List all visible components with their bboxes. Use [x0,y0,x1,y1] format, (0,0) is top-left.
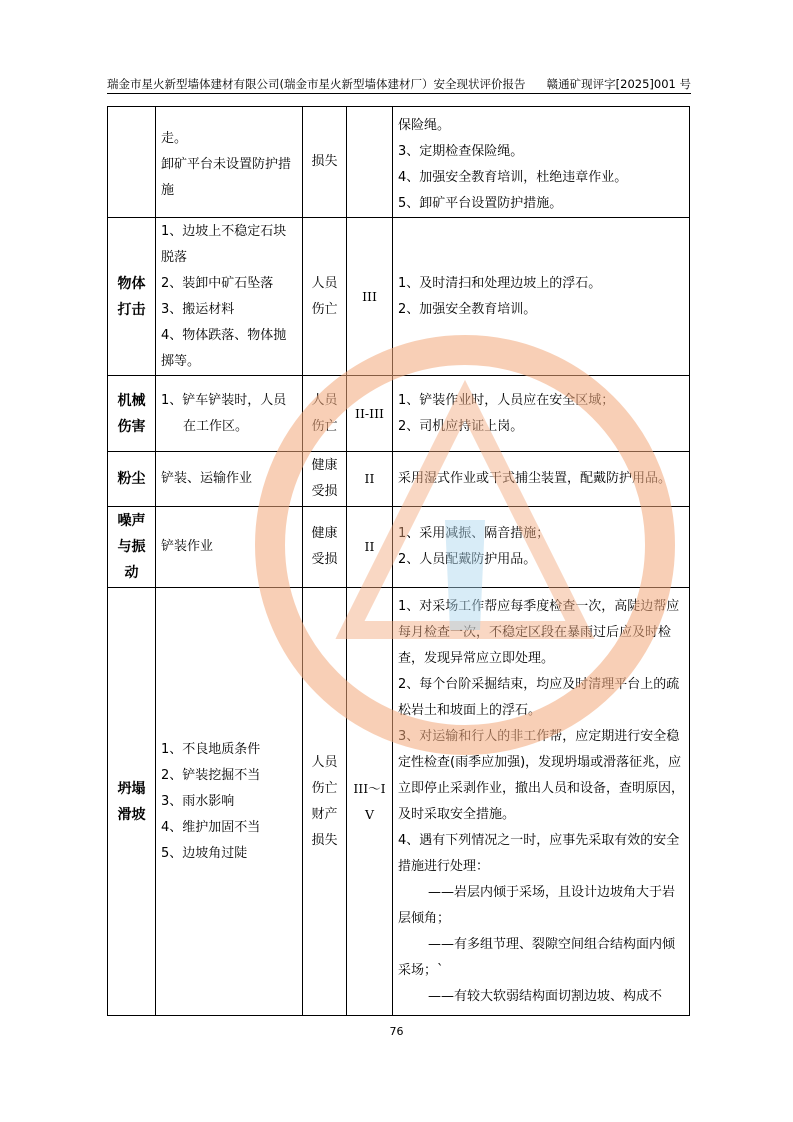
risk-level: III [347,218,393,376]
measure-item: 2、每个台阶采掘结束，均应及时清理平台上的疏松岩土和坡面上的浮石。 [398,676,680,718]
measure-item: 3、定期检查保险绳。 [398,144,524,159]
countermeasures [393,452,690,507]
cause-item: 2、装卸中矿石坠落 [161,275,274,291]
countermeasures [393,507,690,588]
measure-item: ——有多组节理、裂隙空间组合结构面内倾采场；` [398,936,676,978]
consequence-item: 伤亡 [311,418,338,434]
hazard-type: 粉尘 [108,452,156,507]
consequence-item: 伤亡 [311,301,338,317]
measure-item: 1、采用减振、隔音措施； [398,526,550,541]
cause-item: 卸矿平台未设置防护措施 [161,157,292,198]
hazard-type: 坍塌滑坡 [108,588,156,1016]
consequence [303,218,347,376]
countermeasures [393,218,690,376]
cause-item: 1、不良地质条件 [161,741,261,757]
hazard-row [108,107,690,218]
hazard-type: 物体打击 [108,218,156,376]
hazard-row [108,452,690,507]
page-number: 76 [389,1025,404,1038]
header-divider [107,93,691,94]
consequence-item: 人员 [311,754,338,770]
cause-item: 5、边坡角过陡 [161,845,248,861]
measure-item: 4、加强安全教育培训，杜绝违章作业。 [398,170,628,185]
consequence-item: 人员 [311,392,338,408]
countermeasures [393,107,690,218]
consequence [303,452,347,507]
cause-item: 走。 [161,131,188,146]
page-header [107,77,691,91]
countermeasures [393,588,690,1016]
cause-item: 4、物体跌落、物体抛掷等。 [161,327,287,369]
cause-item: 2、铲装挖掘不当 [161,767,261,783]
cause-item: 在工作区。 [183,418,249,434]
measure-item: ——有较大软弱结构面切割边坡、构成不 [428,988,663,1004]
consequence-item: 伤亡 [311,780,338,796]
measure-item: 1、及时清扫和处理边坡上的浮石。 [398,275,602,291]
measure-item: 采用湿式作业或干式捕尘装置，配戴防护用品。 [398,471,672,486]
consequence-item: 受损 [311,552,338,567]
hazard-causes [156,376,303,452]
cause-item: 3、雨水影响 [161,793,235,809]
measure-item: 2、人员配戴防护用品。 [398,552,537,567]
hazard-row [108,376,690,452]
measure-item: 1、铲装作业时，人员应在安全区域； [398,392,615,408]
measure-item: 5、卸矿平台设置防护措施。 [398,196,563,211]
measure-item: 1、对采场工作帮应每季度检查一次，高陡边帮应每月检查一次，不稳定区段在暴雨过后应及时检查，发现异常应立即处理。 [398,598,680,666]
document-number: 赣通矿现评字[2025]001 号 [546,77,691,91]
measure-item: 保险绳。 [398,118,451,133]
hazard-causes [156,588,303,1016]
consequence-item: 健康 [311,458,338,473]
cause-item: 1、边坡上不稳定石块脱落 [161,223,287,265]
consequence-item: 损失 [311,832,338,848]
cause-item: 3、搬运材料 [161,301,235,317]
cause-item: 4、维护加固不当 [161,819,261,835]
hazard-causes [156,452,303,507]
hazard-row [108,218,690,376]
measure-item: 2、司机应持证上岗。 [398,418,524,434]
risk-level: II [347,507,393,588]
cause-item: 铲装、运输作业 [161,471,253,486]
hazard-row [108,507,690,588]
consequence [303,588,347,1016]
hazard-causes [156,507,303,588]
hazard-causes [156,107,303,218]
consequence-item: 健康 [311,526,338,541]
measure-item: ——岩层内倾于采场，且设计边坡角大于岩层倾角； [398,884,676,926]
hazard-table-body [108,107,690,1016]
risk-level: II [347,452,393,507]
cause-item: 铲装作业 [161,539,214,554]
consequence [303,507,347,588]
hazard-type: 机械伤害 [108,376,156,452]
hazard-type [108,107,156,218]
consequence-item: 损失 [311,154,338,169]
measure-item: 2、加强安全教育培训。 [398,301,537,317]
consequence [303,107,347,218]
hazard-type: 噪声与振动 [108,507,156,588]
measure-item: 4、遇有下列情况之一时，应事先采取有效的安全措施进行处理： [398,832,680,874]
hazard-row [108,588,690,1016]
consequence-item: 受损 [311,484,338,499]
hazard-causes [156,218,303,376]
hazard-table [107,106,690,1016]
cause-item: 1、铲车铲装时，人员 [161,392,287,408]
countermeasures [393,376,690,452]
risk-level: II-III [347,376,393,452]
consequence-item: 财产 [311,806,338,822]
consequence-item: 人员 [311,275,338,291]
report-title: 瑞金市星火新型墙体建材有限公司(瑞金市星火新型墙体建材厂）安全现状评价报告 [107,77,526,91]
consequence [303,376,347,452]
risk-level [347,107,393,218]
risk-level: III～IV [347,588,393,1016]
measure-item: 3、对运输和行人的非工作帮，应定期进行安全稳定性检查(雨季应加强)，发现坍塌或滑落征兆，应立即停止采剥作业，撤出人员和设备，查明原因，及时采取安全措施。 [398,728,685,822]
